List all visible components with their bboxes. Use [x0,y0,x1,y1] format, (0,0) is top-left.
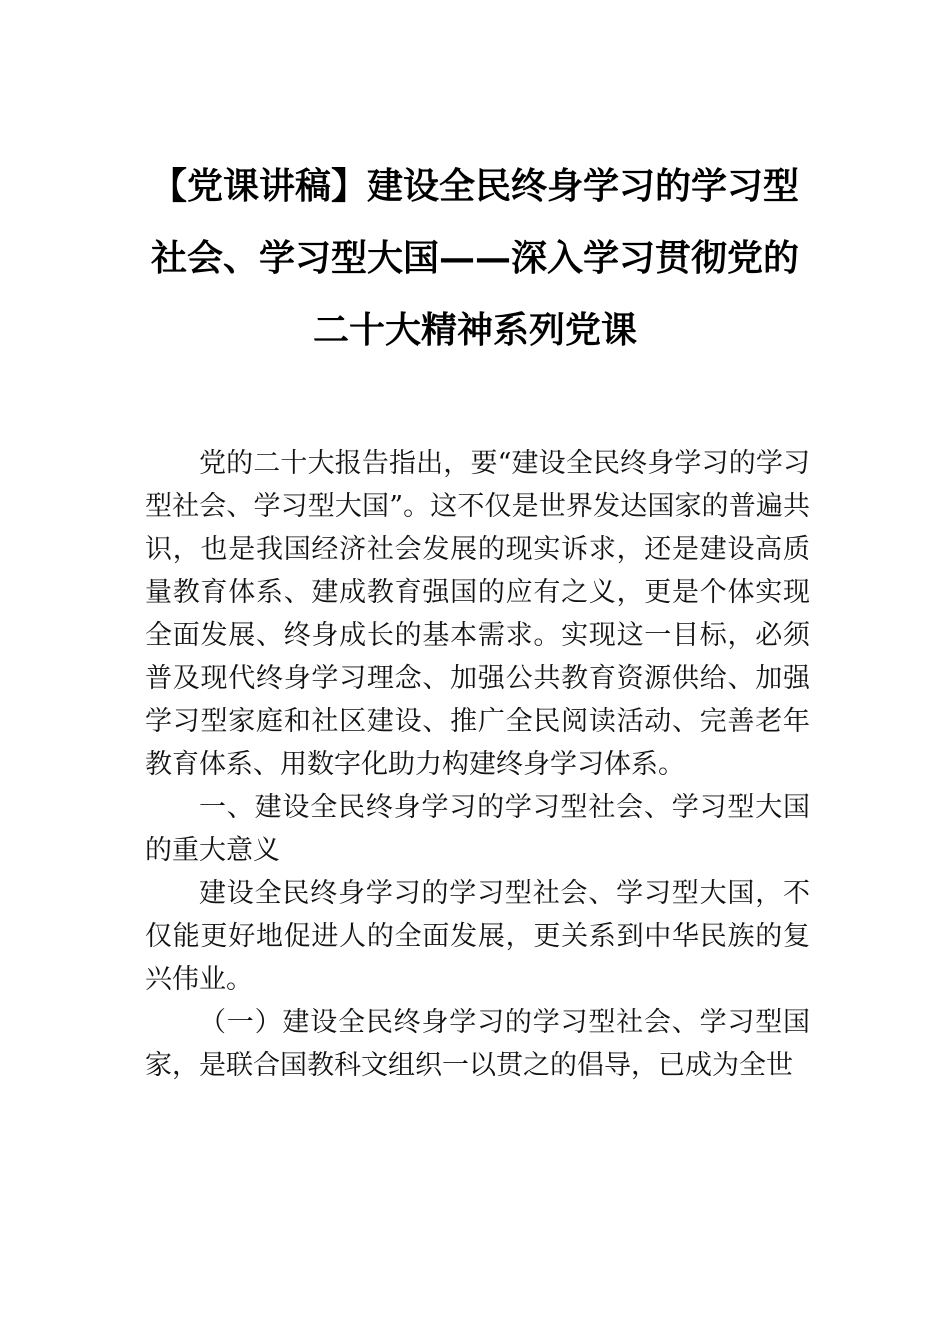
document-body [145,442,810,1087]
section-1-paragraph: 建设全民终身学习的学习型社会、学习型大国，不仅能更好地促进人的全面发展，更关系到中华民族的复兴伟业。 [145,878,810,995]
section-heading-1: 一、建设全民终身学习的学习型社会、学习型大国的重大意义 [145,792,810,866]
subsection-1-paragraph: （一）建设全民终身学习的学习型社会、学习型国家，是联合国教科文组织一以贯之的倡导，已成为全世 [145,1007,810,1081]
document-title: 【党课讲稿】建设全民终身学习的学习型社会、学习型大国——深入学习贯彻党的二十大精神系列党课 [150,165,799,351]
intro-paragraph: 党的二十大报告指出，要“建设全民终身学习的学习型社会、学习型大国”。这不仅是世界发达国家的普遍共识，也是我国经济社会发展的现实诉求，还是建设高质量教育体系、建成教育强国的应有之义，更是个体实现全面发展、终身成长的基本需求。实现这一目标，必须普及现代终身学习理念、加强公共教育资源供给、加强学习型家庭和社区建设、推广全民阅读活动、完善老年教育体系、用数字化助力构建终身学习体系。 [145,448,810,780]
